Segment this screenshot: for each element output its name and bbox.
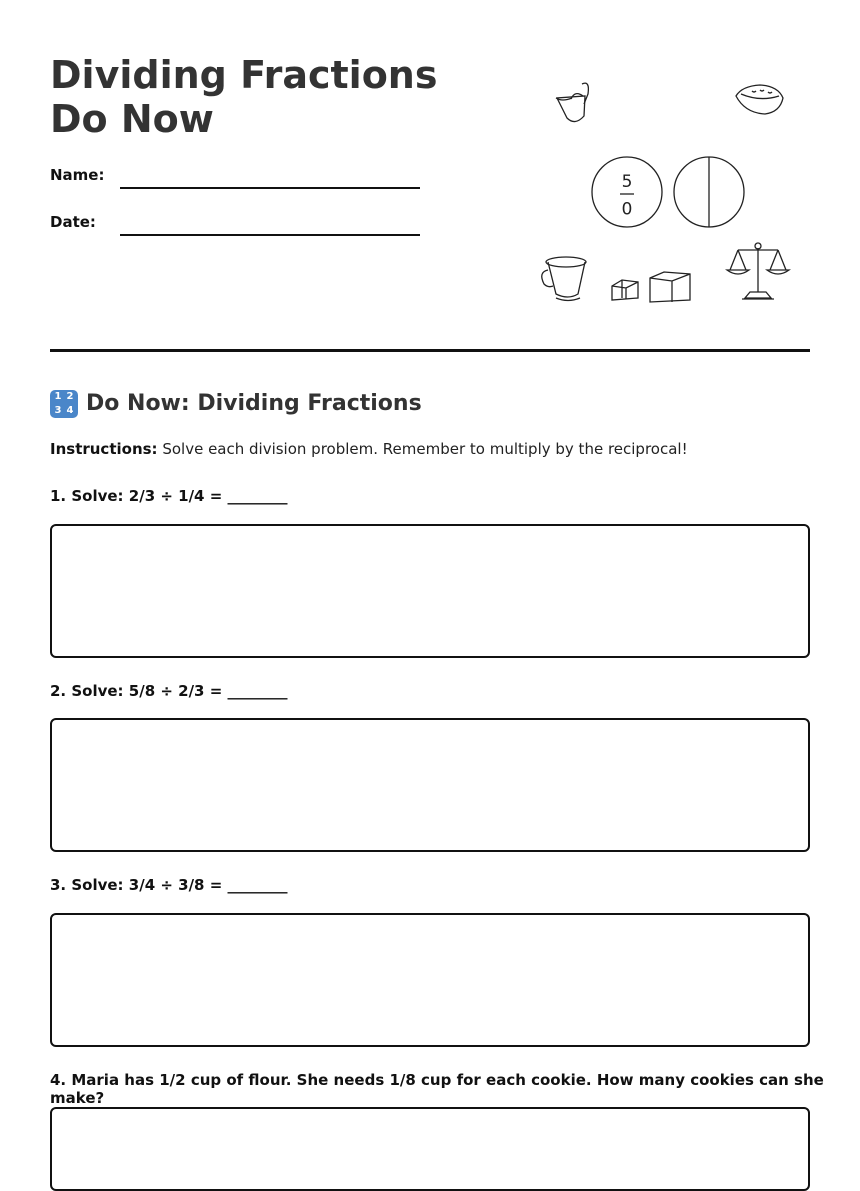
answer-box-3[interactable] (50, 913, 810, 1047)
section-divider (50, 349, 810, 352)
instructions-label: Instructions: (50, 440, 158, 458)
instructions (50, 440, 688, 458)
section-title: Do Now: Dividing Fractions (86, 391, 422, 416)
name-label: Name: (50, 166, 105, 184)
answer-box-4[interactable] (50, 1107, 810, 1191)
answer-box-1[interactable] (50, 524, 810, 658)
numbers-icon: 1 2 3 4 (50, 390, 78, 418)
answer-box-2[interactable] (50, 718, 810, 852)
baking-fractions-illustration (530, 70, 800, 310)
fraction-numerator: 5 (621, 172, 633, 192)
date-label: Date: (50, 213, 96, 231)
scale-icon (727, 243, 789, 299)
measuring-cup-icon (556, 83, 588, 121)
question-3: 3. Solve: 3/4 ÷ 3/8 = ________ (50, 876, 288, 894)
name-line[interactable] (120, 187, 420, 189)
instructions-text: Solve each division problem. Remember to multiply by the reciprocal! (157, 440, 688, 458)
half-circle-icon (674, 157, 744, 227)
mug-icon (542, 257, 586, 301)
bowl-icon (736, 85, 783, 114)
section-heading (50, 388, 422, 420)
butter-block-icon (612, 272, 690, 302)
fraction-denominator: 0 (621, 197, 633, 217)
date-line[interactable] (120, 234, 420, 236)
question-2: 2. Solve: 5/8 ÷ 2/3 = ________ (50, 682, 288, 700)
worksheet-title: Dividing Fractions Do Now (50, 53, 438, 141)
question-1: 1. Solve: 2/3 ÷ 1/4 = ________ (50, 487, 288, 505)
question-4: 4. Maria has 1/2 cup of flour. She needs 1/8 cup for each cookie. How many cookies can she make? (50, 1071, 824, 1107)
